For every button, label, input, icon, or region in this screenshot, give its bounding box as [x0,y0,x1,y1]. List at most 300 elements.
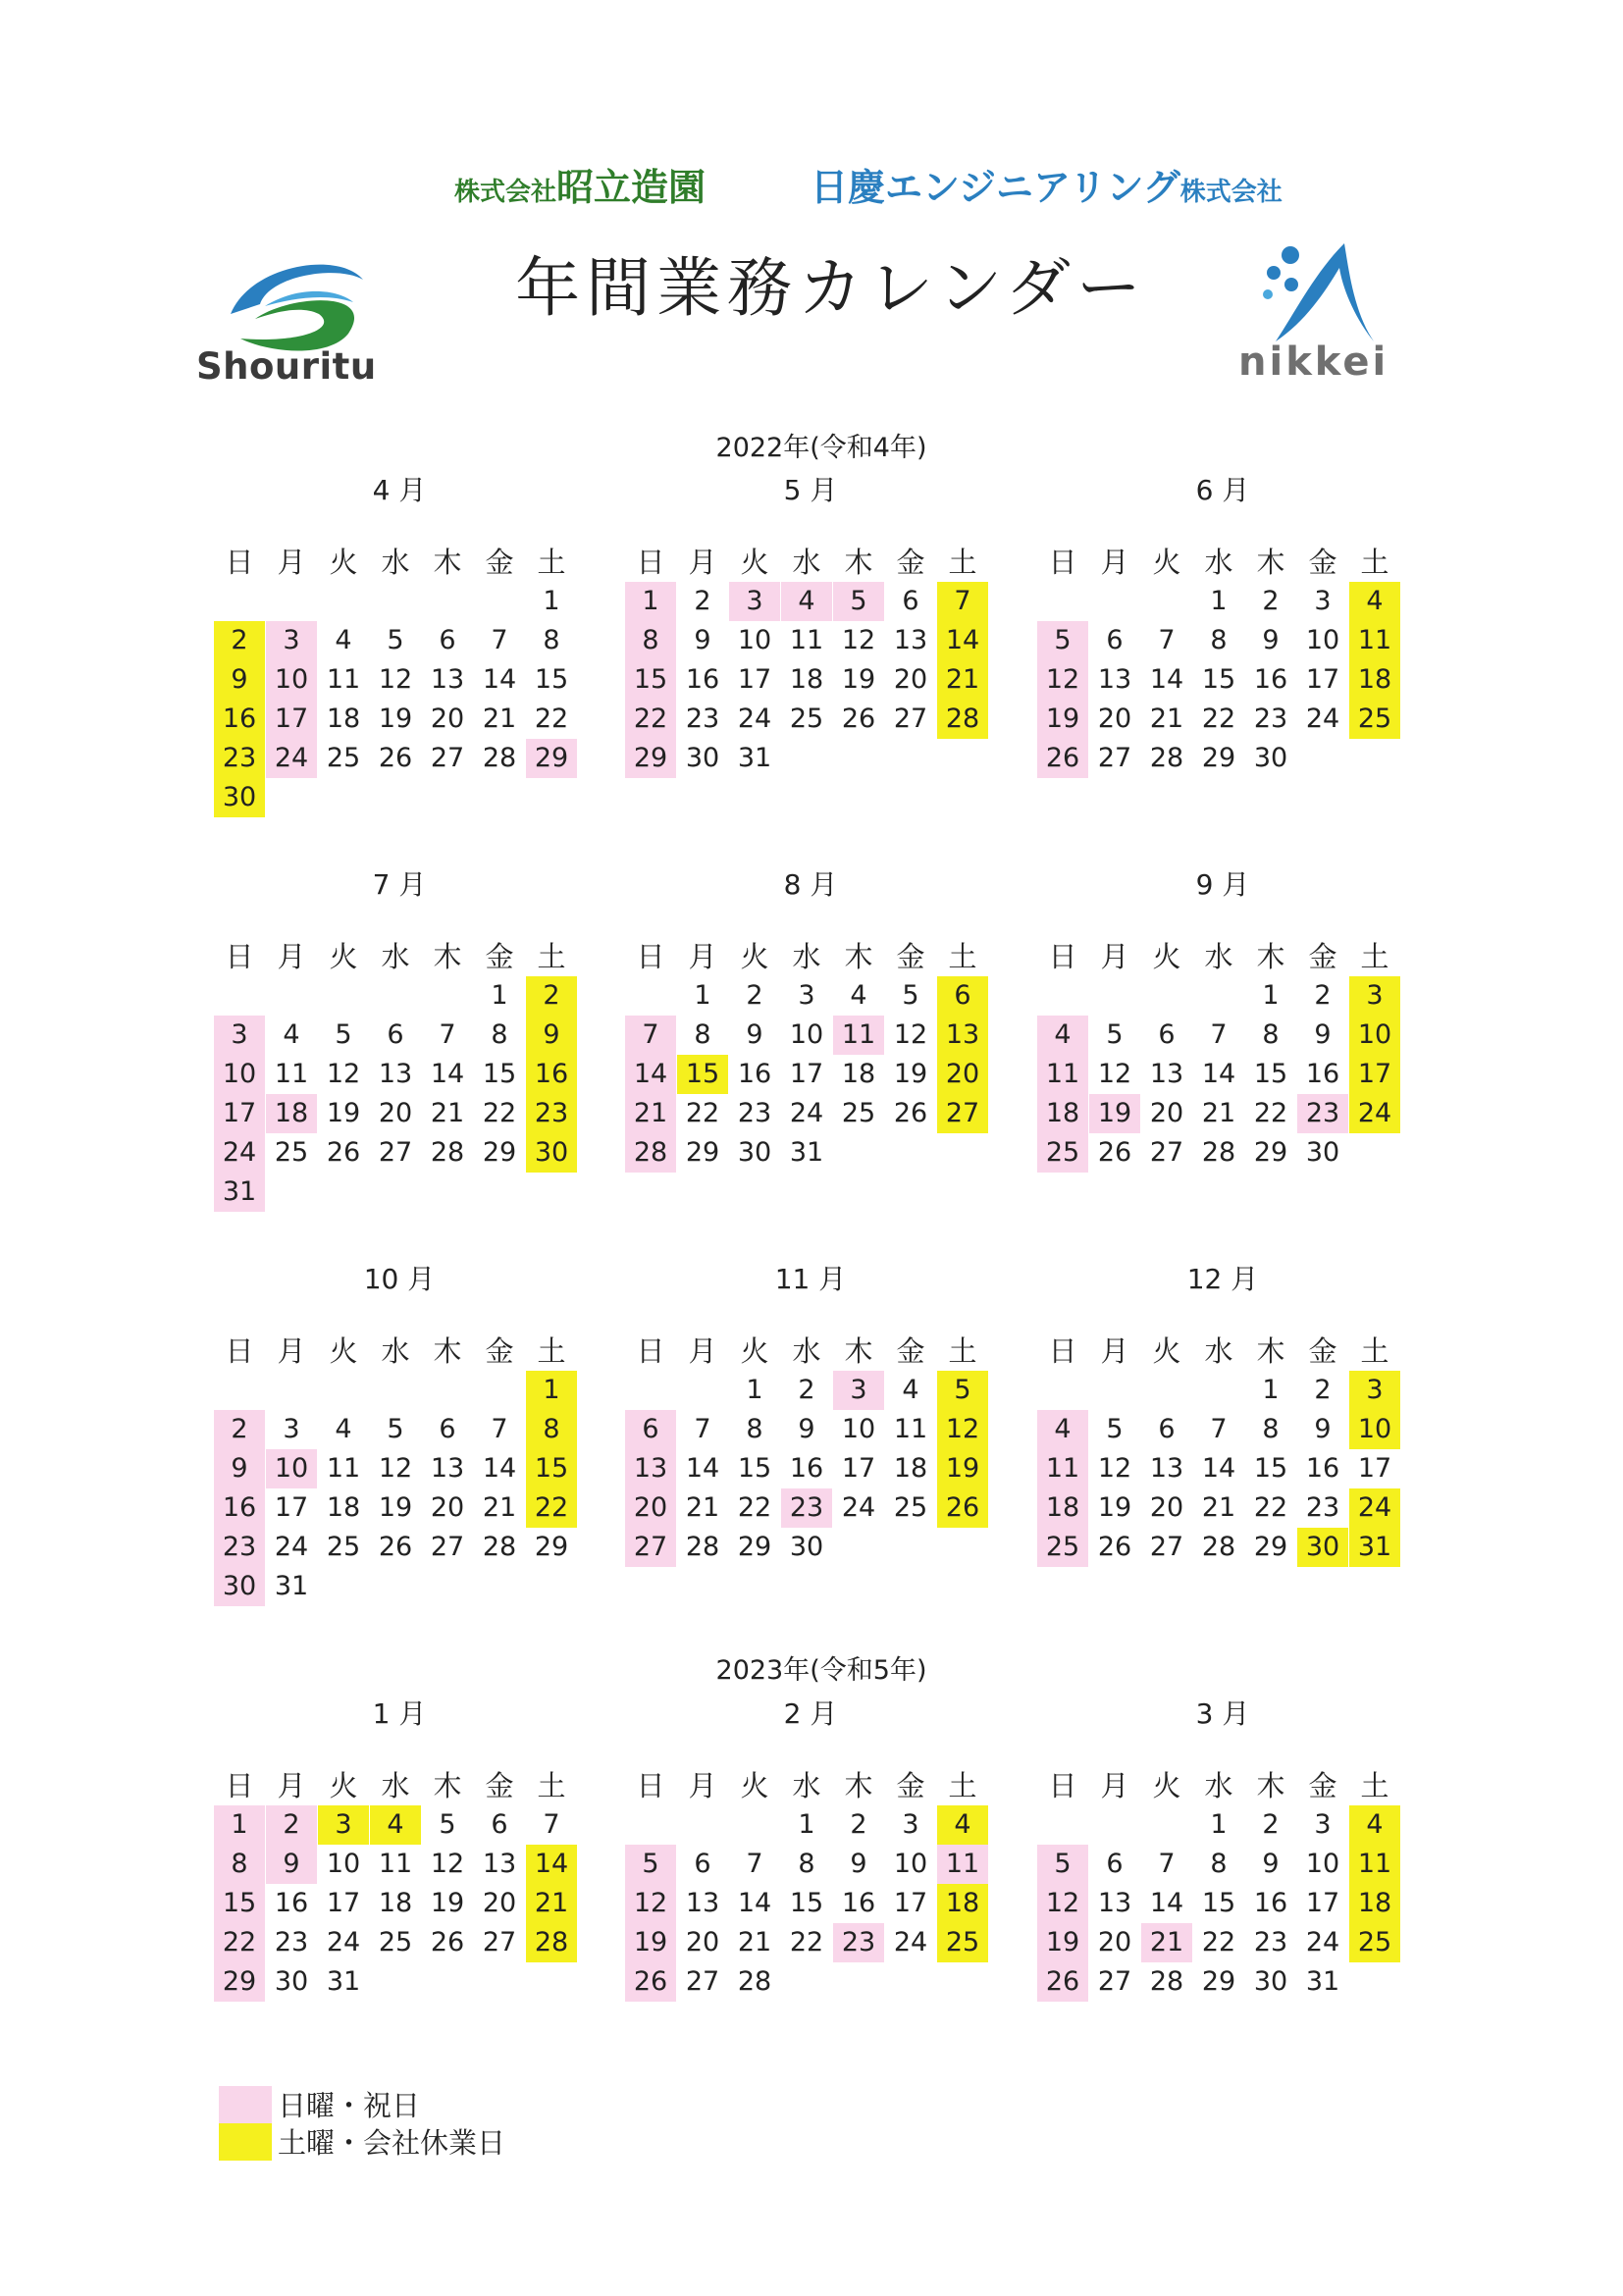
weekday-header: 金 [896,940,925,973]
day-cell: 10 [789,1019,824,1050]
day-cell: 6 [439,625,456,655]
day-cell: 6 [694,1849,711,1879]
day-cell: 22 [214,1923,265,1962]
day-cell: 27 [1097,743,1132,773]
day-cell: 13 [1097,664,1132,695]
day-cell: 11 [1037,1449,1088,1488]
day-cell: 6 [439,1414,456,1444]
weekday-header: 土 [1360,1769,1389,1802]
weekday-header: 火 [329,546,358,579]
legend-closed [219,2121,505,2162]
day-cell: 8 [1210,1849,1228,1879]
company-left [454,157,706,211]
day-cell: 31 [214,1173,265,1212]
day-cell: 27 [685,1966,720,1997]
weekday-header: 木 [433,546,462,579]
day-cell: 19 [1089,1094,1140,1133]
weekday-header: 月 [277,1769,306,1802]
month-title: 6 月 [1195,474,1250,506]
day-cell: 22 [526,1488,577,1528]
day-cell: 1 [543,586,560,616]
day-cell: 27 [1097,1966,1132,1997]
day-cell: 20 [430,1492,465,1523]
weekday-header: 火 [329,1334,358,1368]
month-grid [1037,1766,1400,2002]
day-cell: 17 [1349,1055,1400,1094]
weekday-header: 水 [1204,1334,1233,1368]
day-cell: 14 [1149,664,1184,695]
day-cell: 18 [1349,1884,1400,1923]
day-cell: 27 [378,1137,413,1168]
day-cell: 8 [526,1410,577,1449]
blank-cell [422,1371,473,1410]
day-cell: 24 [737,704,772,734]
day-cell: 1 [625,582,676,621]
day-cell: 29 [214,1962,265,2002]
day-cell: 24 [1349,1488,1400,1528]
day-cell: 25 [274,1137,309,1168]
weekday-header: 土 [537,546,566,579]
day-cell: 12 [430,1849,465,1879]
weekday-header: 土 [948,1334,977,1368]
day-cell: 7 [694,1414,711,1444]
day-cell: 13 [685,1888,720,1918]
day-cell: 12 [893,1019,928,1050]
day-cell: 23 [833,1923,884,1962]
legend-closed-label: 土曜・会社休業日 [278,2126,506,2160]
day-cell: 19 [625,1923,676,1962]
day-cell: 12 [1097,1453,1132,1484]
day-cell: 7 [491,625,508,655]
blank-cell [474,1371,525,1410]
day-cell: 3 [902,1809,919,1840]
blank-cell [1037,976,1088,1016]
day-cell: 7 [1210,1414,1228,1444]
day-cell: 15 [1201,664,1236,695]
day-cell: 28 [482,1532,517,1562]
weekday-header: 日 [225,546,254,579]
day-cell: 24 [893,1927,928,1957]
month-grid [625,543,988,778]
day-cell: 18 [326,1492,361,1523]
weekday-header: 木 [844,1334,873,1368]
month-grid [1037,543,1400,778]
day-cell: 7 [937,582,988,621]
day-cell: 29 [1253,1137,1288,1168]
day-cell: 21 [685,1492,720,1523]
day-cell: 11 [1037,1055,1088,1094]
day-cell: 3 [214,1016,265,1055]
day-cell: 8 [1262,1414,1280,1444]
day-cell: 19 [1037,1923,1088,1962]
day-cell: 1 [1210,1809,1228,1840]
day-cell: 26 [326,1137,361,1168]
day-cell: 18 [789,664,824,695]
blank-cell [1193,976,1244,1016]
weekday-header: 水 [1204,940,1233,973]
day-cell: 15 [625,660,676,700]
day-cell: 16 [1305,1059,1340,1089]
day-cell: 3 [833,1371,884,1410]
day-cell: 5 [937,1371,988,1410]
day-cell: 13 [430,664,465,695]
day-cell: 1 [746,1375,763,1405]
year-label-2023: 2023年(令和5年) [715,1655,927,1686]
day-cell: 10 [1305,1849,1340,1879]
day-cell: 3 [266,621,317,660]
day-cell: 28 [625,1133,676,1173]
day-cell: 1 [491,980,508,1011]
weekday-header: 火 [329,1769,358,1802]
weekday-header: 土 [1360,546,1389,579]
weekday-header: 金 [485,1334,514,1368]
day-cell: 14 [737,1888,772,1918]
day-cell: 5 [625,1845,676,1884]
weekday-header: 日 [1048,1334,1077,1368]
weekday-header: 土 [537,940,566,973]
day-cell: 28 [685,1532,720,1562]
day-cell: 30 [526,1133,577,1173]
day-cell: 26 [841,704,876,734]
company-left-name: 昭立造園 [556,166,707,209]
weekday-header: 月 [688,546,717,579]
day-cell: 17 [893,1888,928,1918]
weekday-header: 火 [740,546,769,579]
company-right-suffix: 株式会社 [1179,178,1283,207]
day-cell: 9 [526,1016,577,1055]
day-cell: 4 [1037,1410,1088,1449]
day-cell: 1 [214,1805,265,1845]
day-cell: 24 [274,1532,309,1562]
blank-cell [422,582,473,621]
page-title: 年間業務カレンダー [515,250,1147,326]
day-cell: 22 [1201,704,1236,734]
day-cell: 2 [798,1375,815,1405]
weekday-header: 日 [636,1334,665,1368]
day-cell: 4 [902,1375,919,1405]
day-cell: 19 [893,1059,928,1089]
day-cell: 18 [893,1453,928,1484]
day-cell: 27 [482,1927,517,1957]
blank-cell [266,582,317,621]
company-right-name: 日慶エンジニアリング [811,166,1180,209]
day-cell: 25 [937,1923,988,1962]
day-cell: 23 [526,1094,577,1133]
weekday-header: 土 [1360,940,1389,973]
blank-cell [1141,582,1192,621]
weekday-header: 火 [740,1334,769,1368]
day-cell: 15 [526,1449,577,1488]
day-cell: 22 [1201,1927,1236,1957]
day-cell: 11 [326,664,361,695]
day-cell: 18 [841,1059,876,1089]
day-cell: 16 [1305,1453,1340,1484]
month-title: 5 月 [783,474,838,506]
weekday-header: 金 [1308,940,1337,973]
legend-holiday-label: 日曜・祝日 [278,2089,421,2122]
weekday-header: 水 [1204,546,1233,579]
day-cell: 2 [214,1410,265,1449]
year-label-2022: 2022年(令和4年) [715,433,927,463]
day-cell: 12 [378,1453,413,1484]
day-cell: 24 [841,1492,876,1523]
day-cell: 3 [318,1805,369,1845]
day-cell: 30 [1297,1528,1348,1567]
day-cell: 15 [677,1055,728,1094]
day-cell: 5 [1037,621,1088,660]
day-cell: 25 [893,1492,928,1523]
day-cell: 3 [1349,1371,1400,1410]
weekday-header: 土 [948,1769,977,1802]
weekday-header: 火 [740,940,769,973]
day-cell: 5 [902,980,919,1011]
day-cell: 24 [1305,1927,1340,1957]
day-cell: 24 [214,1133,265,1173]
day-cell: 5 [439,1809,456,1840]
weekday-header: 水 [381,1334,410,1368]
day-cell: 3 [798,980,815,1011]
day-cell: 25 [1037,1133,1088,1173]
day-cell: 1 [1262,980,1280,1011]
day-cell: 16 [274,1888,309,1918]
day-cell: 2 [214,621,265,660]
day-cell: 16 [214,700,265,739]
day-cell: 1 [1210,586,1228,616]
month-title: 8 月 [783,868,838,901]
day-cell: 27 [1149,1137,1184,1168]
day-cell: 26 [430,1927,465,1957]
company-left-prefix: 株式会社 [454,178,557,207]
day-cell: 28 [737,1966,772,1997]
weekday-header: 水 [792,1769,821,1802]
day-cell: 8 [214,1845,265,1884]
weekday-header: 金 [1308,546,1337,579]
day-cell: 26 [625,1962,676,2002]
day-cell: 12 [1097,1059,1132,1089]
day-cell: 7 [746,1849,763,1879]
day-cell: 10 [326,1849,361,1879]
day-cell: 20 [430,704,465,734]
month-title: 4 月 [372,474,427,506]
day-cell: 5 [387,1414,404,1444]
weekday-header: 金 [485,546,514,579]
nikkei-logo-icon [1246,234,1384,351]
day-cell: 17 [214,1094,265,1133]
day-cell: 17 [1357,1453,1392,1484]
day-cell: 13 [893,625,928,655]
day-cell: 14 [625,1055,676,1094]
day-cell: 2 [526,976,577,1016]
day-cell: 4 [335,1414,352,1444]
day-cell: 7 [1210,1019,1228,1050]
day-cell: 12 [326,1059,361,1089]
day-cell: 17 [789,1059,824,1089]
day-cell: 22 [534,704,569,734]
blank-cell [1037,1805,1088,1845]
day-cell: 14 [1201,1453,1236,1484]
day-cell: 28 [1201,1532,1236,1562]
day-cell: 20 [937,1055,988,1094]
weekday-header: 日 [1048,940,1077,973]
day-cell: 9 [214,660,265,700]
day-cell: 13 [1097,1888,1132,1918]
day-cell: 29 [737,1532,772,1562]
weekday-header: 火 [740,1769,769,1802]
day-cell: 4 [283,1019,300,1050]
day-cell: 29 [625,739,676,778]
weekday-header: 金 [1308,1334,1337,1368]
day-cell: 20 [1149,1098,1184,1128]
weekday-header: 水 [1204,1769,1233,1802]
day-cell: 17 [1305,664,1340,695]
day-cell: 28 [1201,1137,1236,1168]
day-cell: 24 [326,1927,361,1957]
month-grid [214,543,577,817]
day-cell: 2 [1262,586,1280,616]
day-cell: 11 [326,1453,361,1484]
weekday-header: 木 [433,940,462,973]
month-title: 3 月 [1195,1697,1250,1730]
day-cell: 2 [266,1805,317,1845]
day-cell: 21 [430,1098,465,1128]
blank-cell [1141,976,1192,1016]
day-cell: 25 [789,704,824,734]
day-cell: 15 [1201,1888,1236,1918]
day-cell: 10 [266,660,317,700]
day-cell: 23 [781,1488,832,1528]
day-cell: 8 [798,1849,815,1879]
day-cell: 6 [387,1019,404,1050]
weekday-header: 月 [1100,940,1129,973]
day-cell: 23 [214,1528,265,1567]
legend-closed-swatch [219,2123,272,2161]
weekday-header: 金 [1308,1769,1337,1802]
weekday-header: 水 [381,1769,410,1802]
day-cell: 5 [1037,1845,1088,1884]
day-cell: 20 [482,1888,517,1918]
day-cell: 23 [1297,1094,1348,1133]
day-cell: 23 [685,704,720,734]
day-cell: 6 [1158,1414,1176,1444]
weekday-header: 日 [225,1769,254,1802]
day-cell: 26 [937,1488,988,1528]
day-cell: 13 [1149,1453,1184,1484]
day-cell: 20 [1097,704,1132,734]
day-cell: 24 [1305,704,1340,734]
blank-cell [370,1371,421,1410]
day-cell: 19 [378,704,413,734]
day-cell: 2 [850,1809,867,1840]
day-cell: 23 [214,739,265,778]
day-cell: 16 [1253,664,1288,695]
day-cell: 6 [491,1809,508,1840]
day-cell: 30 [214,778,265,817]
day-cell: 8 [746,1414,763,1444]
day-cell: 8 [694,1019,711,1050]
weekday-header: 木 [1256,1334,1285,1368]
day-cell: 22 [737,1492,772,1523]
day-cell: 14 [482,1453,517,1484]
weekday-header: 月 [277,546,306,579]
day-cell: 25 [1037,1528,1088,1567]
day-cell: 14 [937,621,988,660]
day-cell: 6 [1106,625,1124,655]
day-cell: 14 [1149,1888,1184,1918]
day-cell: 16 [685,664,720,695]
weekday-header: 月 [1100,546,1129,579]
month-title: 9 月 [1195,868,1250,901]
day-cell: 26 [1037,1962,1088,2002]
blank-cell [625,1371,676,1410]
day-cell: 12 [1037,1884,1088,1923]
month-title: 10 月 [363,1263,436,1295]
day-cell: 27 [1149,1532,1184,1562]
weekday-header: 土 [1360,1334,1389,1368]
day-cell: 17 [266,700,317,739]
weekday-header: 月 [277,1334,306,1368]
blank-cell [625,1805,676,1845]
day-cell: 20 [1149,1492,1184,1523]
day-cell: 25 [1349,1923,1400,1962]
day-cell: 18 [326,704,361,734]
blank-cell [729,1805,780,1845]
day-cell: 28 [937,700,988,739]
day-cell: 2 [1262,1809,1280,1840]
day-cell: 21 [1149,704,1184,734]
day-cell: 30 [789,1532,824,1562]
day-cell: 17 [1305,1888,1340,1918]
weekday-header: 火 [329,940,358,973]
day-cell: 22 [789,1927,824,1957]
day-cell: 15 [1253,1453,1288,1484]
weekday-header: 金 [896,546,925,579]
day-cell: 18 [1037,1488,1088,1528]
weekday-header: 火 [1152,546,1181,579]
weekday-header: 木 [433,1769,462,1802]
day-cell: 1 [694,980,711,1011]
day-cell: 17 [737,664,772,695]
day-cell: 11 [1349,621,1400,660]
day-cell: 26 [1037,739,1088,778]
blank-cell [1089,582,1140,621]
blank-cell [625,976,676,1016]
day-cell: 16 [841,1888,876,1918]
day-cell: 3 [283,1414,300,1444]
blank-cell [422,976,473,1016]
day-cell: 29 [1201,743,1236,773]
day-cell: 4 [1037,1016,1088,1055]
weekday-header: 日 [636,1769,665,1802]
month-title: 11 月 [774,1263,847,1295]
weekday-header: 金 [485,940,514,973]
weekday-header: 月 [1100,1334,1129,1368]
day-cell: 2 [746,980,763,1011]
month-title: 12 月 [1186,1263,1259,1295]
day-cell: 4 [335,625,352,655]
day-cell: 16 [526,1055,577,1094]
weekday-header: 日 [225,940,254,973]
day-cell: 26 [893,1098,928,1128]
day-cell: 14 [430,1059,465,1089]
day-cell: 12 [937,1410,988,1449]
day-cell: 21 [937,660,988,700]
day-cell: 7 [491,1414,508,1444]
day-cell: 3 [729,582,780,621]
day-cell: 19 [326,1098,361,1128]
day-cell: 12 [841,625,876,655]
weekday-header: 金 [896,1334,925,1368]
day-cell: 26 [378,1532,413,1562]
